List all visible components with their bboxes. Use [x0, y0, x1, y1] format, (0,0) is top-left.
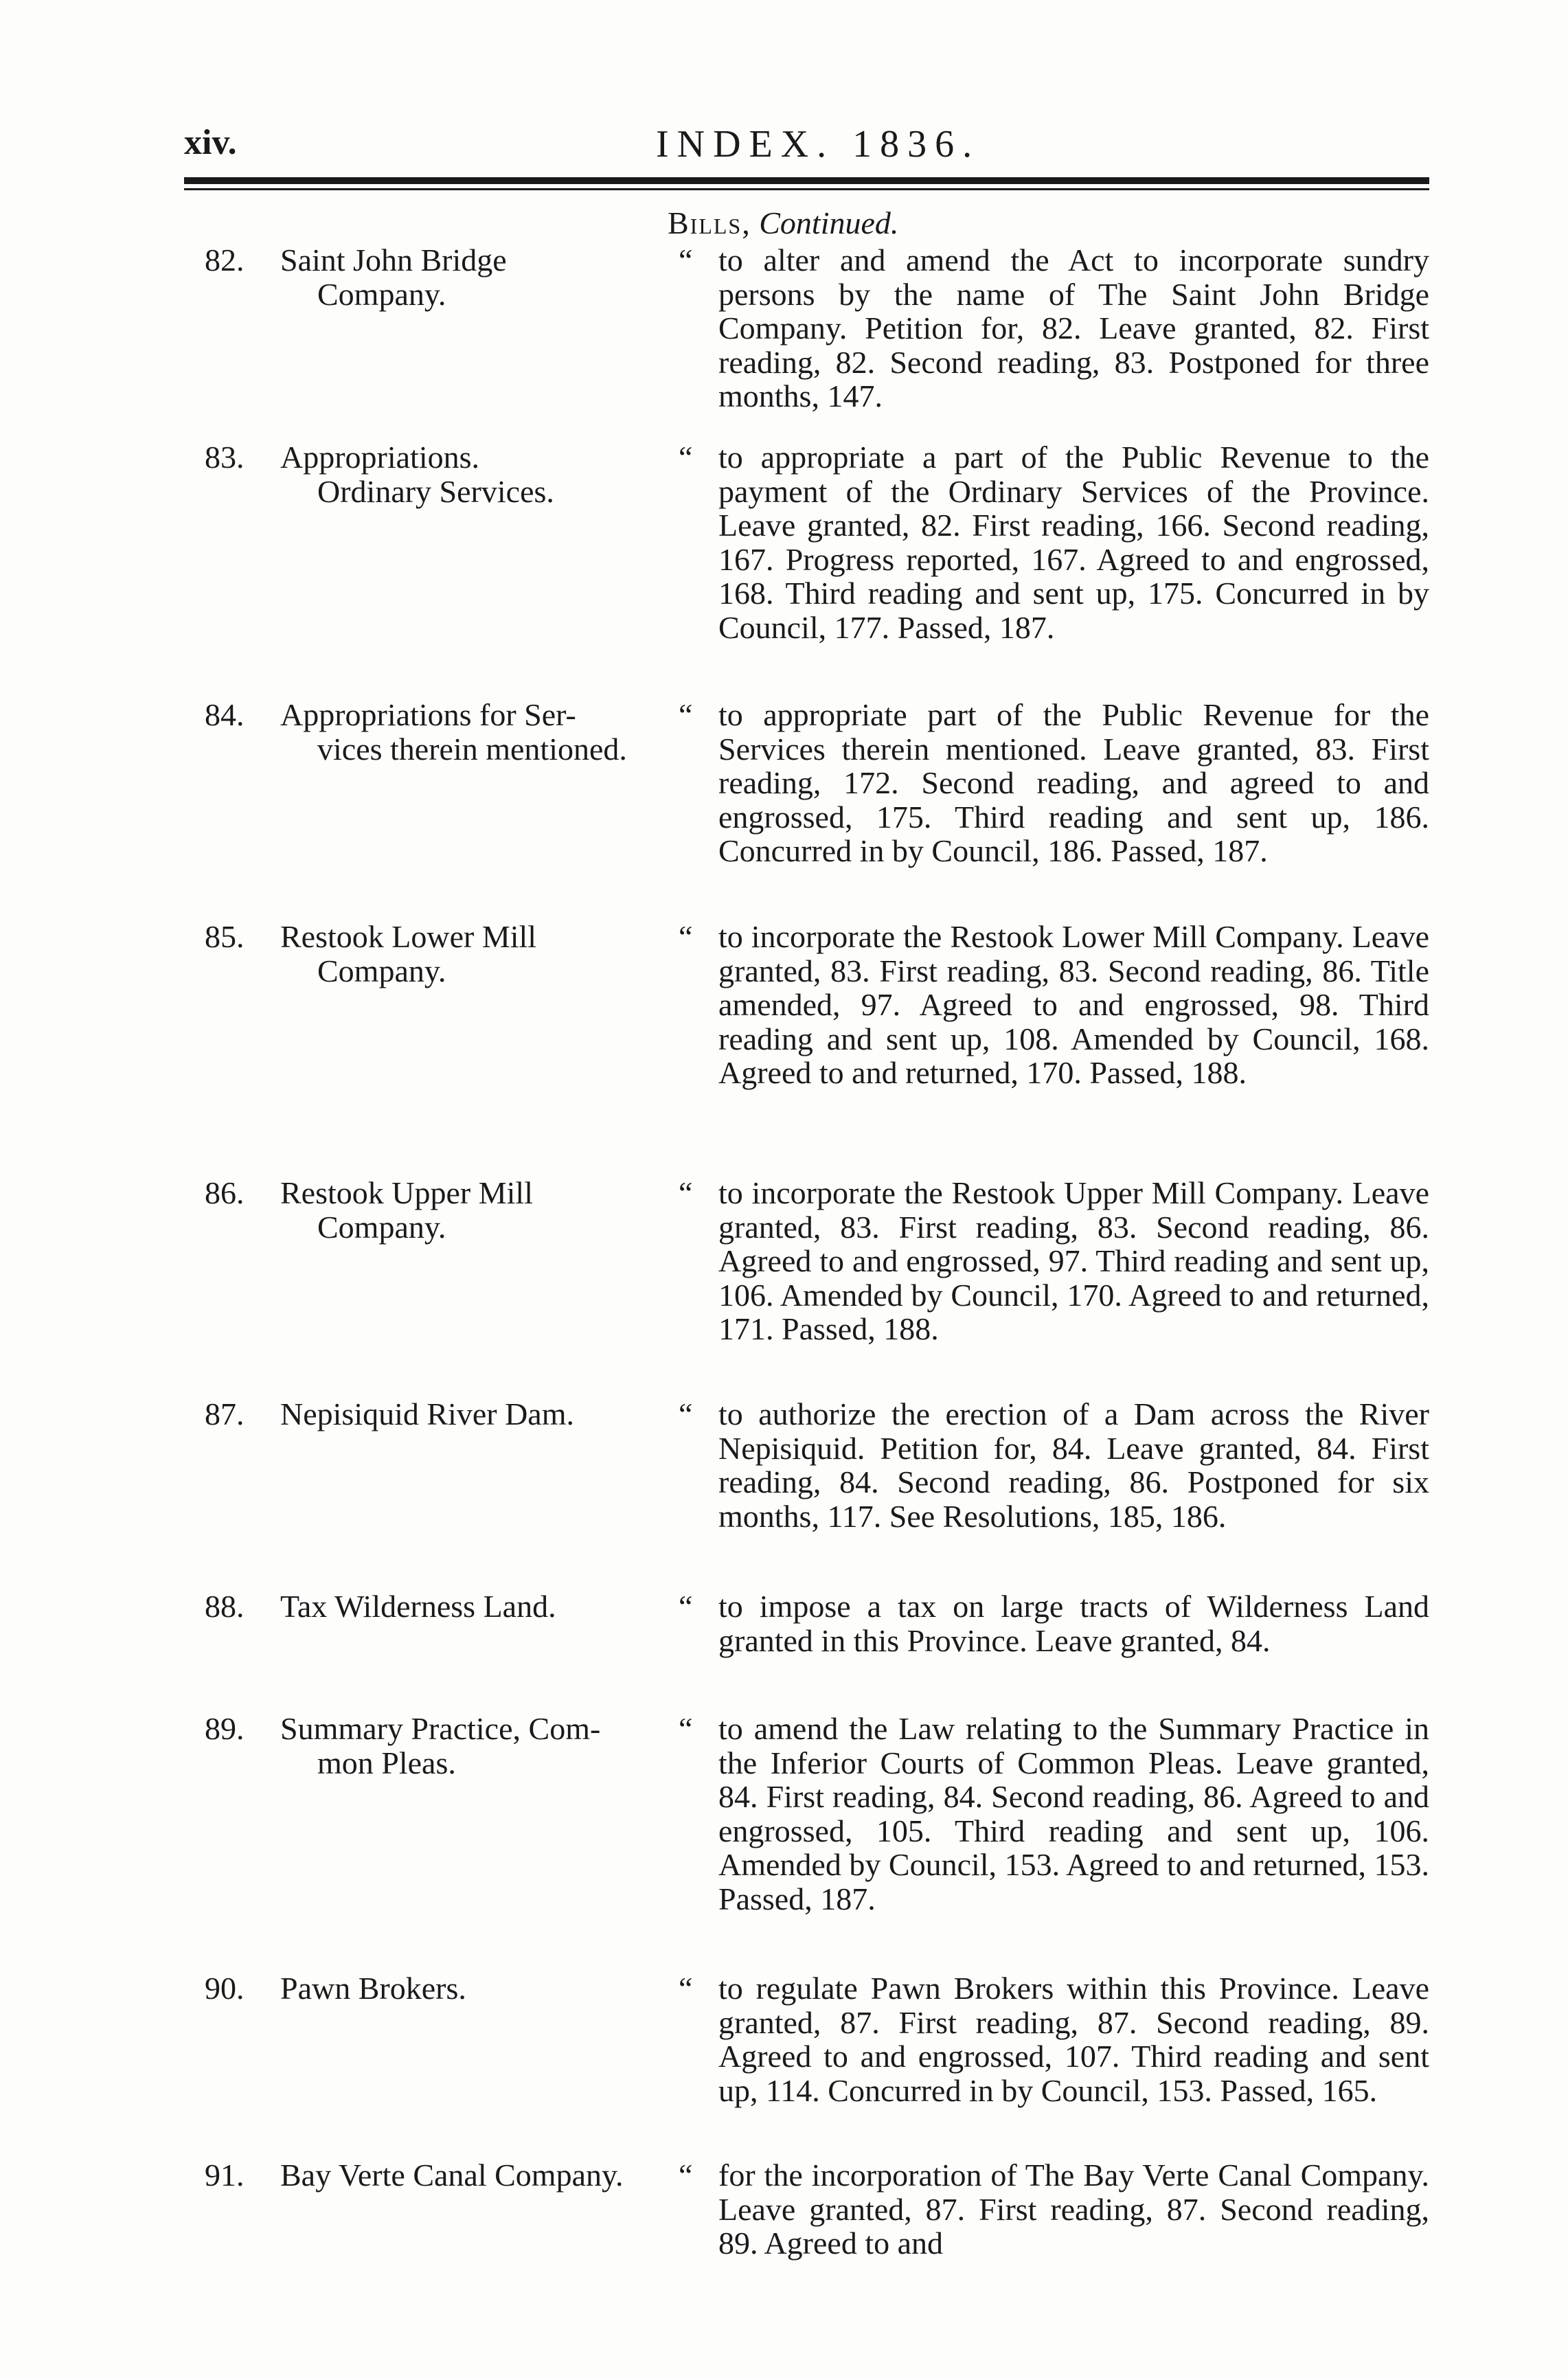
entry-bill-text — [679, 1711, 1429, 1916]
entry-subject — [280, 1589, 672, 1624]
entry-subject-line: Saint John Bridge — [280, 242, 507, 278]
entry-number: 86. — [205, 1175, 245, 1210]
entry-text: to appropriate part of the Public Revenue for the Services therein mentioned. Leave granted, 83. First reading, 172. Second reading, and agreed to and engrossed, 175. Third reading and sent up, 186. Concurred in by Council, 186. Passed, 187. — [718, 697, 1429, 868]
open-quote: “ — [679, 440, 693, 475]
entry-number: 87. — [205, 1396, 245, 1431]
entry-text: to incorporate the Restook Upper Mill Company. Leave granted, 83. First reading, 83. Second reading, 86. Agreed to and engrossed, 97. Third reading and sent up, 106. Amended by Council, 170. Agreed to and returned, 171. Passed, 188. — [718, 1175, 1429, 1346]
open-quote: “ — [679, 1971, 693, 2006]
header-rule-thick — [184, 177, 1429, 184]
entry-text: to incorporate the Restook Lower Mill Company. Leave granted, 83. First reading, 83. Second reading, 86. Title amended, 97. Agreed to and engrossed, 98. Third reading and sent up, 108. Amended by Council, 168. Agreed to and returned, 170. Passed, 188. — [718, 919, 1429, 1090]
entry-subject-line: Pawn Brokers. — [280, 1971, 466, 2006]
open-quote: “ — [679, 1396, 693, 1431]
open-quote: “ — [679, 919, 693, 954]
open-quote: “ — [679, 1175, 693, 1210]
entry-subject — [280, 1397, 672, 1431]
entry-subject-line: mon Pleas. — [317, 1745, 456, 1780]
entry-subject-line: vices therein mentioned. — [317, 731, 627, 767]
entry-text: for the incorporation of The Bay Verte Canal Company. Leave granted, 87. First reading, 87. Second reading, 89. Agreed to and — [718, 2158, 1429, 2261]
page-header — [0, 122, 1568, 177]
entry-number: 91. — [205, 2158, 245, 2193]
open-quote: “ — [679, 242, 693, 278]
entry-subject-line: Restook Lower Mill — [280, 919, 537, 954]
section-label: Bills, — [668, 205, 751, 240]
entry-number: 88. — [205, 1589, 245, 1624]
entry-number: 85. — [205, 919, 245, 954]
entry-subject — [280, 1712, 672, 1780]
continued-note: Continued. — [759, 205, 899, 240]
entry-bill-text — [679, 440, 1429, 645]
page-number: xiv. — [184, 123, 237, 162]
entry-subject — [280, 2158, 672, 2193]
open-quote: “ — [679, 697, 693, 732]
entry-subject-line: Restook Upper Mill — [280, 1175, 533, 1210]
entry-subject-line: Bay Verte Canal Company. — [280, 2158, 624, 2193]
open-quote: “ — [679, 2158, 693, 2193]
entry-text: to impose a tax on large tracts of Wilderness Land granted in this Province. Leave granted, 84. — [718, 1589, 1429, 1658]
entry-subject — [280, 698, 672, 766]
entry-bill-text — [679, 697, 1429, 868]
entry-text: to amend the Law relating to the Summary Practice in the Inferior Courts of Common Pleas. Leave granted, 84. First reading, 84. Second reading, 86. Agreed to and engrossed, 105. Third reading and sent up, 106. Amended by Council, 153. Agreed to and returned, 153. Passed, 187. — [718, 1711, 1429, 1916]
entry-subject-line: Company. — [317, 276, 446, 312]
entry-number: 82. — [205, 242, 245, 278]
entry-bill-text — [679, 242, 1429, 414]
entry-subject-line: Company. — [317, 953, 446, 988]
entry-bill-text — [679, 1396, 1429, 1534]
entry-bill-text — [679, 919, 1429, 1090]
entry-subject — [280, 1176, 672, 1244]
open-quote: “ — [679, 1711, 693, 1746]
entry-bill-text — [679, 2158, 1429, 2261]
entry-subject — [280, 440, 672, 508]
entry-subject-line: Appropriations for Ser- — [280, 697, 576, 732]
entry-bill-text — [679, 1175, 1429, 1346]
entry-subject-line: Company. — [317, 1209, 446, 1245]
continuation-heading — [668, 205, 898, 242]
entry-text: to authorize the erection of a Dam across the River Nepisiquid. Petition for, 84. Leave granted, 84. First reading, 84. Second reading, 86. Postponed for six months, 117. See Resolutions, 185, 186. — [718, 1396, 1429, 1534]
entry-number: 90. — [205, 1971, 245, 2006]
entry-text: to alter and amend the Act to incorporate sundry persons by the name of The Saint John Bridge Company. Petition for, 82. Leave granted, 82. First reading, 82. Second reading, 83. Postponed for three months, 147. — [718, 242, 1429, 414]
entry-subject — [280, 243, 672, 311]
entry-subject — [280, 1971, 672, 2006]
header-rule-thin — [184, 188, 1429, 190]
entry-subject-line: Appropriations. — [280, 440, 480, 475]
entry-subject-line: Ordinary Services. — [317, 473, 554, 509]
entry-text: to regulate Pawn Brokers within this Province. Leave granted, 87. First reading, 87. Second reading, 89. Agreed to and engrossed, 107. Third reading and sent up, 114. Concurred in by Council, 153. Passed, 165. — [718, 1971, 1429, 2108]
entry-bill-text — [679, 1589, 1429, 1658]
entry-bill-text — [679, 1971, 1429, 2108]
page-title: INDEX. 1836. — [656, 123, 981, 166]
entry-number: 83. — [205, 440, 245, 475]
entry-text: to appropriate a part of the Public Revenue to the payment of the Ordinary Services of the Province. Leave granted, 82. First reading, 166. Second reading, 167. Progress reported, 167. Agreed to and engrossed, 168. Third reading and sent up, 175. Concurred in by Council, 177. Passed, 187. — [718, 440, 1429, 645]
entry-subject-line: Nepisiquid River Dam. — [280, 1396, 574, 1431]
entry-number: 89. — [205, 1711, 245, 1746]
entry-subject — [280, 920, 672, 988]
open-quote: “ — [679, 1589, 693, 1624]
entry-number: 84. — [205, 697, 245, 732]
entry-subject-line: Tax Wilderness Land. — [280, 1589, 556, 1624]
entry-subject-line: Summary Practice, Com- — [280, 1711, 601, 1746]
